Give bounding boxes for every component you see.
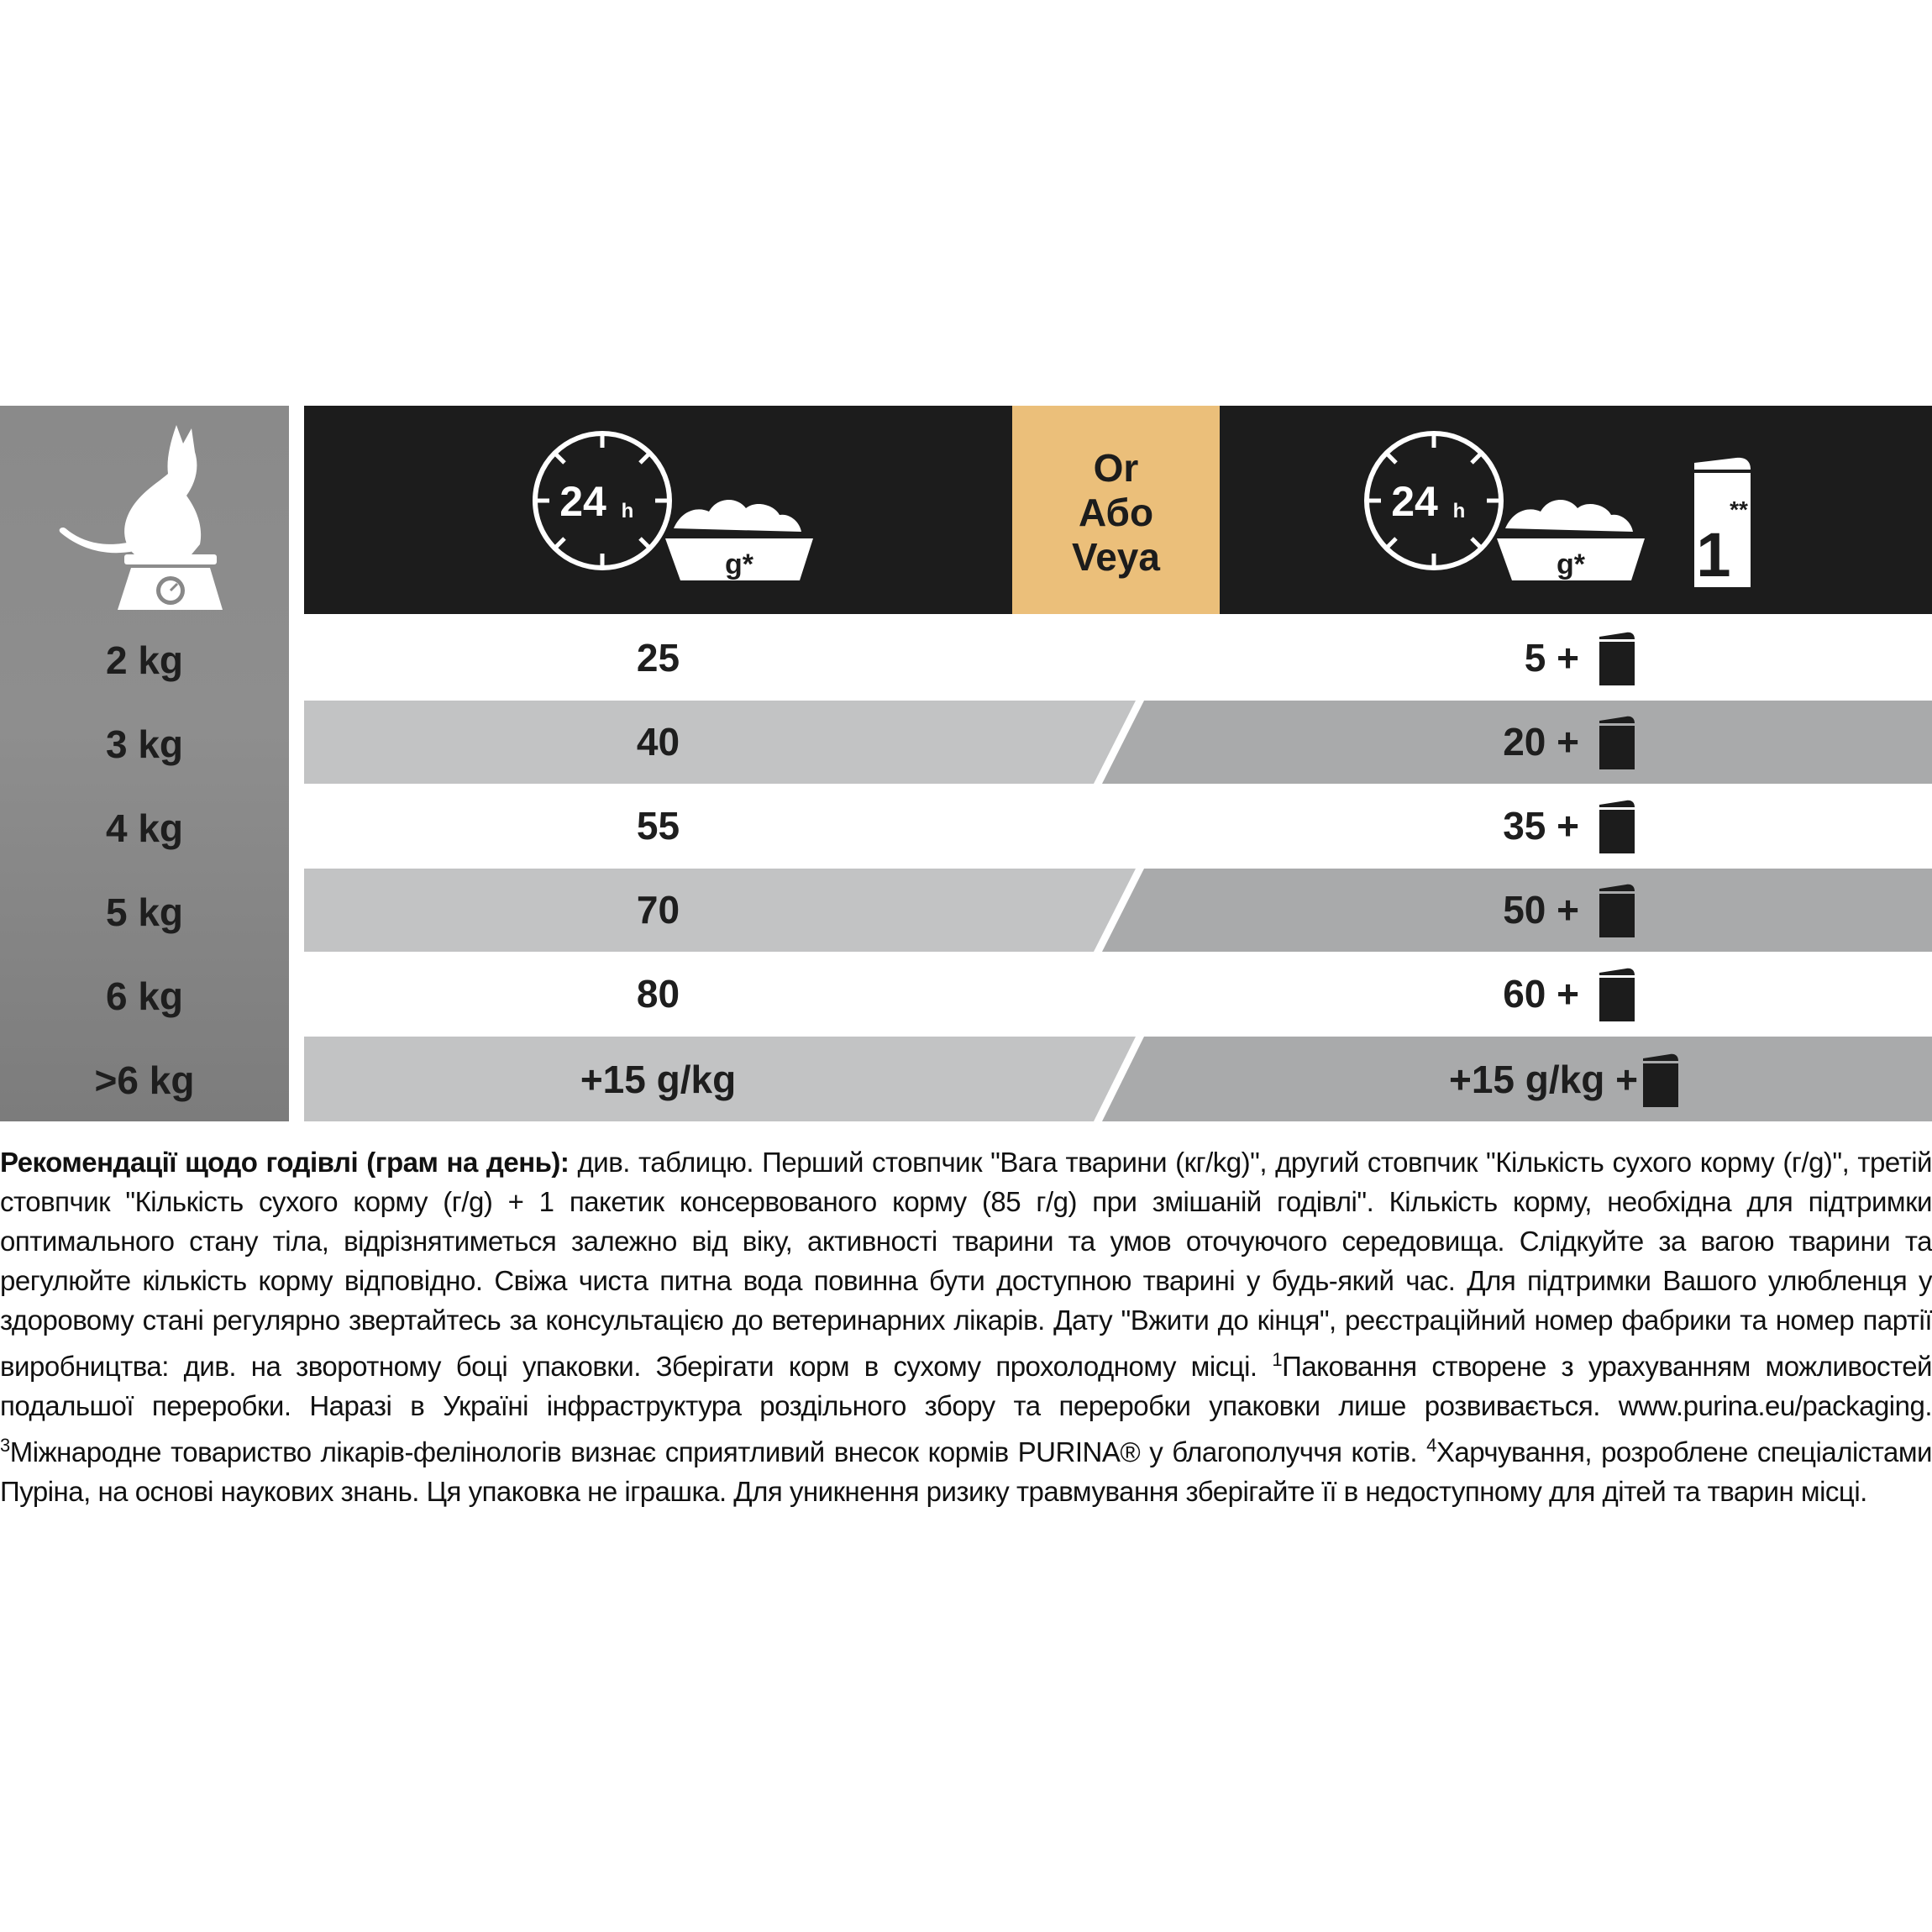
header-mixed-food bbox=[1220, 406, 1932, 614]
dry-value-6kg: 80 bbox=[636, 972, 680, 1016]
notes-text-3: Міжнародне товариство лікарів-фелінологів визнає сприятливий внесок кормів PURINA bbox=[9, 1436, 1121, 1467]
weight-over-6kg: >6 kg bbox=[94, 1058, 195, 1102]
notes-text-2: Паковання створене з урахуванням можливостей подальшої переробки. Наразі в Україні інфраструктура роздільного збору та переробки упаковки лише розвивається. www.purina.eu/packaging. bbox=[0, 1351, 1932, 1421]
dry-g-label: g* bbox=[725, 549, 753, 580]
dry-value-5kg: 70 bbox=[636, 888, 680, 932]
dry-value-over-6kg: +15 g/kg bbox=[580, 1058, 737, 1101]
footnote-3-marker: 3 bbox=[0, 1435, 10, 1456]
feeding-notes bbox=[0, 1142, 1932, 1511]
pouch-icon bbox=[1599, 632, 1635, 685]
mixed-g-label: g* bbox=[1557, 549, 1585, 580]
pouch-icon bbox=[1599, 884, 1635, 937]
or-word-uk: Або bbox=[1078, 491, 1154, 534]
or-word-tr: Veya bbox=[1072, 535, 1160, 579]
weight-2kg: 2 kg bbox=[105, 638, 184, 682]
registered-mark: ® bbox=[1120, 1436, 1141, 1467]
mixed-value-5kg: 50 + bbox=[1503, 888, 1579, 932]
pouch-icon bbox=[1599, 716, 1635, 769]
notes-text-4: у благополуччя котів. bbox=[1140, 1436, 1427, 1467]
mixed-value-3kg: 20 + bbox=[1503, 720, 1579, 764]
pouch-mark-label: ** bbox=[1730, 496, 1748, 522]
mixed-h-label: h bbox=[1452, 500, 1466, 522]
cat-on-scale-icon bbox=[50, 418, 235, 612]
footnote-4-marker: 4 bbox=[1426, 1435, 1436, 1456]
mixed-value-2kg: 5 + bbox=[1524, 636, 1579, 680]
pouch-icon bbox=[1599, 968, 1635, 1021]
notes-lead: Рекомендації щодо годівлі (грам на день): bbox=[0, 1147, 570, 1178]
clock-24h-bowl-icon bbox=[531, 429, 833, 589]
dry-value-2kg: 25 bbox=[636, 636, 680, 680]
notes-text-1: див. таблицю. Перший стовпчик "Вага тварини (кг/kg)", другий стовпчик "Кількість сухого корму (г/g)", третій стовпчик "Кількість сухого корму (г/g) + 1 пакетик консервованого корму (85 г/g) при змішаній годівлі". Кількість корму, необхідна для підтримки оптимального стану тіла, відрізнятиметься залежно від віку, активності тварини та умов оточуючого середовища. Слідкуйте за вагою тварини та регулюйте кількість корму відповідно. Свіжа чиста питна вода повинна бути доступною тварині у будь-який час. Для підтримки Вашого улюбленця у здоровому стані регулярно звертайтесь за консультацією до ветеринарних лікарів. Дату "Вжити до кінця", реєстраційний номер фабрики та номер партії виробництва: див. на зворотному боці упаковки. Зберігати корм в сухому прохолодному місці. bbox=[0, 1147, 1932, 1382]
dry-value-4kg: 55 bbox=[636, 804, 680, 848]
weight-5kg: 5 kg bbox=[105, 890, 184, 934]
pouch-icon bbox=[1643, 1053, 1678, 1107]
footnote-1-marker: 1 bbox=[1272, 1349, 1283, 1370]
weight-column bbox=[0, 406, 289, 1121]
mixed-value-4kg: 35 + bbox=[1503, 804, 1579, 848]
weight-6kg: 6 kg bbox=[105, 974, 184, 1018]
weight-4kg: 4 kg bbox=[105, 806, 184, 850]
clock-24h-bowl-pouch-icon bbox=[1362, 429, 1799, 589]
dry-24-label: 24 bbox=[559, 478, 606, 525]
mixed-value-over-6kg: +15 g/kg + bbox=[1448, 1058, 1638, 1101]
dry-value-3kg: 40 bbox=[636, 720, 680, 764]
weight-3kg: 3 kg bbox=[105, 722, 184, 766]
header-dry-food bbox=[304, 406, 1012, 614]
dry-h-label: h bbox=[621, 500, 634, 522]
or-word-en: Or bbox=[1093, 446, 1139, 490]
notes-text-5: Харчування, розроблене спеціалістами Пуріна, на основі наукових знань. Ця упаковка не іграшка. Для уникнення ризику травмування зберігайте її в недоступному для дітей та тварин місці. bbox=[0, 1436, 1932, 1507]
mixed-value-6kg: 60 + bbox=[1503, 972, 1579, 1016]
pouch-count-label: 1 bbox=[1696, 520, 1731, 589]
pouch-icon bbox=[1599, 800, 1635, 853]
mixed-24-label: 24 bbox=[1391, 478, 1438, 525]
